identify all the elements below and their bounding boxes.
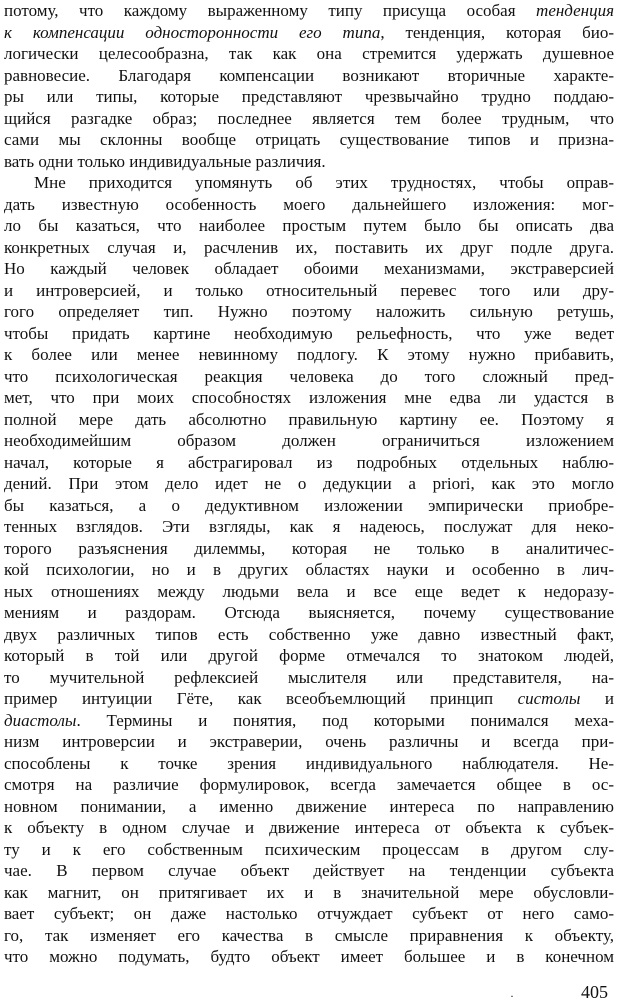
text-line [4,559,614,581]
text-segment: вает субъект; он даже настолько отчуждает субъект от него само- [4,904,614,923]
text-line [4,710,614,732]
text-line [4,194,614,216]
text-segment: способлены к точке зрения индивидуального наблюдателя. Не- [4,753,614,773]
text-segment: то мучительной рефлексией мыслителя или представителя, на- [4,667,614,687]
italic-phrase: диастолы [4,710,77,730]
text-segment: дений. При этом дело идет не о дедукции a priori, как это могло [4,474,614,493]
text-line [4,473,614,495]
text-segment: и интроверсией, и только относительный перевес того или дру- [4,280,614,300]
text-segment: мет, что при моих способностях изложения мне едва ли удастся в [4,388,614,407]
text-segment: чтобы придать картине необходимую рельефность, что уже ведет [4,323,614,343]
text-segment: ных отношениях между людьми вела и все еще ведет к недоразу- [4,581,614,601]
text-segment: го, так изменяет его качества в смысле приравнения к объекту, [4,925,614,945]
text-segment: сами мы склонны вообще отрицать существование типов и призна- [4,130,614,149]
text-line [4,430,614,452]
text-line [4,409,614,431]
text-segment: новном понимании, а именно движение интереса по направлению [4,796,614,816]
text-line [4,774,614,796]
text-segment: двух различных типов есть собственно уже давно известный факт, [4,624,614,644]
text-segment: и [580,689,614,708]
text-segment: ры или типы, которые представляют чрезвычайно трудно поддаю- [4,87,614,106]
text-segment: гого определяет тип. Нужно поэтому наложить сильную ретушь, [4,302,614,321]
text-segment: Но каждый человек обладает обоими механизмами, экстраверсией [4,259,614,278]
text-line [4,817,614,839]
text-segment: вать одни только индивидуальные различия. [4,151,326,171]
text-segment: бы казаться, а о дедуктивном изложении эмпирически приобре- [4,495,614,515]
text-line [4,0,614,22]
text-segment: кой психологии, но и в других областях науки и особенно в лич- [4,560,614,579]
text-line [4,280,614,302]
text-line [4,43,614,65]
text-segment: торого разъяснения дилеммы, которая не только в аналитичес- [4,538,614,558]
text-line [4,452,614,474]
text-line [4,516,614,538]
text-line [4,667,614,689]
text-segment: логически целесообразна, так как она стремится удержать душевное [4,44,614,63]
text-segment: что можно подумать, будто объект имеет большее и в конечном [4,947,614,966]
text-segment: который в той или другой форме отмечался то знатоком людей, [4,646,614,665]
text-line [4,344,614,366]
text-line [4,301,614,323]
text-segment: потому, что каждому выраженному типу присуща особая [4,1,537,20]
text-segment: необходимейшим образом должен ограничиться изложением [4,431,614,450]
text-line [4,495,614,517]
text-line [4,538,614,560]
text-segment: смотря на различие формулировок, всегда замечается общее в ос- [4,775,614,794]
text-segment: конкретных случая и, расчленив их, поставить их друг подле друга. [4,237,614,257]
text-line [4,22,614,44]
page-number: 405 [581,982,608,1002]
text-segment: мениям и раздорам. Отсюда выясняется, почему существование [4,603,614,622]
text-segment: к объекту в одном случае и движение интереса от объекта к субъек- [4,818,614,837]
text-line [4,860,614,882]
text-line [4,215,614,237]
text-line [4,237,614,259]
text-line [4,151,614,173]
text-segment: ту и к его собственным психическим процессам в другом слу- [4,839,614,859]
text-line [4,172,614,194]
text-line [4,387,614,409]
text-line [4,903,614,925]
italic-phrase: тенденция [536,1,614,20]
text-line [4,688,614,710]
italic-phrase: систолы [517,689,581,708]
text-line [4,86,614,108]
text-line [4,108,614,130]
text-segment: , тенденция, которая био- [380,22,614,42]
text-line [4,624,614,646]
footer-dot: · [510,989,514,1003]
text-segment: ло бы казаться, что наиболее простым путем было бы описать два [4,216,614,235]
text-line [4,645,614,667]
text-line [4,258,614,280]
text-segment: Мне приходится упомянуть об этих трудностях, чтобы оправ- [34,173,614,192]
text-line [4,366,614,388]
text-segment: щийся разгадке образ; последнее является тем более трудным, что [4,108,614,128]
text-segment: к более или менее невинному подлогу. К этому нужно прибавить, [4,345,614,364]
italic-phrase: к компенсации односторонности его типа [4,22,381,42]
text-segment: полной мере дать абсолютно правильную картину ее. Поэтому я [4,409,614,429]
text-line [4,753,614,775]
text-line [4,796,614,818]
text-line [4,323,614,345]
text-segment: как магнит, он притягивает их и в значительной мере обусловли- [4,882,614,902]
text-segment: тенных взглядов. Эти взгляды, как я надеюсь, послужат для неко- [4,517,614,536]
text-line [4,946,614,968]
text-line [4,581,614,603]
text-line [4,925,614,947]
text-segment: чае. В первом случае объект действует на тенденции субъекта [4,861,614,880]
text-segment: . Термины и понятия, под которыми понимался меха- [76,710,614,730]
text-segment: что психологическая реакция человека до того сложный пред- [4,366,614,386]
body-text [4,0,614,968]
text-segment: пример интуиции Гёте, как всеобъемлющий принцип [4,689,518,708]
text-line [4,602,614,624]
text-segment: равновесие. Благодаря компенсации возникают вторичные характе- [4,65,614,85]
text-segment: низм интроверсии и экстраверии, очень различны и всегда при- [4,732,614,751]
text-line [4,65,614,87]
text-line [4,882,614,904]
text-line [4,731,614,753]
text-line [4,839,614,861]
text-segment: начал, которые я абстрагировал из подробных отдельных наблю- [4,452,614,472]
text-segment: дать известную особенность моего дальнейшего изложения: мог- [4,194,614,214]
text-line [4,129,614,151]
